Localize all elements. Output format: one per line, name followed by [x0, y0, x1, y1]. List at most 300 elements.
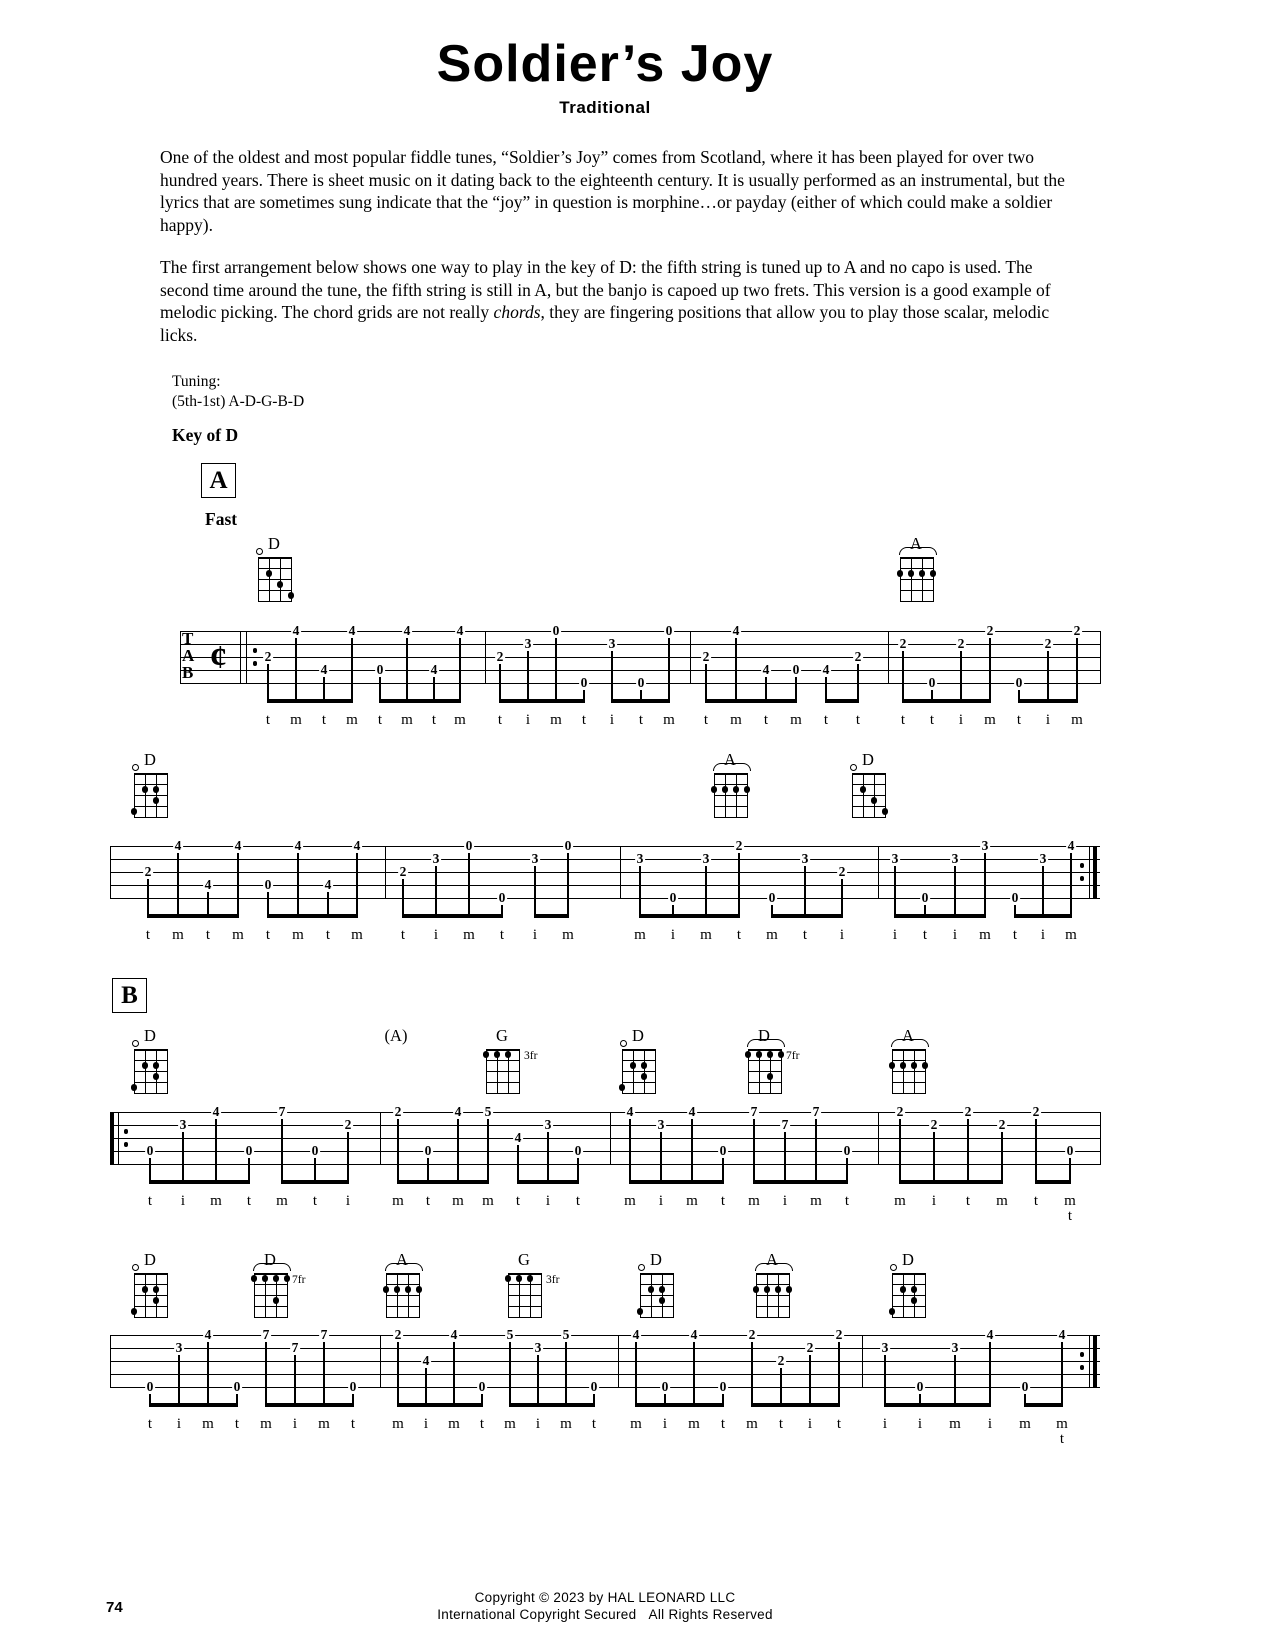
note-stem	[1001, 1131, 1002, 1184]
fingering-letter: t	[965, 1193, 971, 1209]
beam	[379, 699, 460, 703]
fingering-letter: t	[246, 1193, 252, 1209]
chord-dot	[764, 1286, 771, 1293]
tab-note: 4	[292, 623, 300, 638]
fingering-letter: m	[550, 712, 562, 728]
tab-note: 2	[496, 649, 504, 664]
chord-grid-fret-line	[852, 795, 886, 796]
chord-dot	[483, 1051, 490, 1058]
tab-note: 3	[951, 851, 959, 866]
note-stem	[660, 1131, 661, 1184]
chord-grid-fret-line	[900, 557, 934, 559]
staff-line	[110, 846, 1100, 847]
fingering-letter: m	[448, 1416, 460, 1432]
tab-note: 0	[661, 1379, 669, 1394]
para2-text-end: , they are fingering positions that allow you to play those scalar, melodic licks.	[160, 302, 1050, 345]
tab-note: 4	[174, 838, 182, 853]
chord-grid-fret-line	[258, 590, 292, 591]
tab-note: 0	[1015, 675, 1023, 690]
chord-dot	[416, 1286, 423, 1293]
fingering-letter: m	[232, 927, 244, 943]
note-stem	[248, 1157, 249, 1184]
note-stem	[547, 1131, 548, 1184]
fingering-letter: m	[482, 1193, 494, 1209]
note-stem	[640, 689, 641, 703]
chord-grid-fret-line	[254, 1295, 288, 1296]
fingering-letter: i	[952, 927, 958, 943]
tab-note: 7	[278, 1104, 286, 1119]
open-string-marker	[132, 1264, 139, 1271]
fingering-letter: t	[1012, 927, 1018, 943]
beam	[1035, 1180, 1070, 1184]
note-stem	[954, 865, 955, 918]
tab-note: 3	[179, 1117, 187, 1132]
chord-grid-fret-line	[892, 1093, 926, 1094]
note-stem	[267, 891, 268, 918]
chord-grid-fret-line	[134, 1295, 168, 1296]
section-a-letter: A	[209, 466, 228, 494]
chord-dot	[648, 1286, 655, 1293]
fingering-letter: t	[638, 712, 644, 728]
fret-position-label: 3fr	[524, 1050, 538, 1062]
tab-note: 0	[792, 662, 800, 677]
barre-arc	[385, 1263, 423, 1271]
chord-dot	[277, 581, 284, 588]
note-stem	[215, 1118, 216, 1184]
tab-note: 4	[320, 662, 328, 677]
tab-note: 0	[669, 890, 677, 905]
chord-grid-fret-line	[258, 557, 292, 559]
chord-grid-fret-line	[486, 1082, 520, 1083]
chord-grid-fret-line	[756, 1273, 790, 1275]
note-stem	[487, 1118, 488, 1184]
note-stem	[1047, 650, 1048, 703]
beam	[397, 1403, 482, 1407]
tab-note: 0	[1011, 890, 1019, 905]
chord-grid-fret-line	[508, 1306, 542, 1307]
tab-note: 3	[891, 851, 899, 866]
fingering-letter: m	[700, 927, 712, 943]
fingering-letter: m	[790, 712, 802, 728]
chord-dot	[882, 808, 889, 815]
note-stem	[294, 1354, 295, 1407]
staff-line	[180, 657, 1100, 658]
chord-name: A	[902, 1026, 914, 1045]
chord-dot	[889, 1062, 896, 1069]
fingering-letter: m	[1071, 712, 1083, 728]
chord-dot	[273, 1275, 280, 1282]
chord-grid-fret-line	[134, 1317, 168, 1318]
fingering-letter: m	[292, 927, 304, 943]
tab-note: 4	[762, 662, 770, 677]
note-stem	[705, 865, 706, 918]
staff-line	[110, 1138, 1100, 1139]
fingering-letter: i	[917, 1416, 923, 1432]
tab-note: 2	[394, 1104, 402, 1119]
tab-system	[180, 623, 1100, 751]
intro-paragraph-2	[160, 256, 1068, 346]
chord-dot	[142, 786, 149, 793]
fingering-letter: i	[658, 1193, 664, 1209]
barline	[240, 631, 241, 684]
page-subtitle: Traditional	[559, 98, 651, 117]
chord-dot	[641, 1073, 648, 1080]
fingering-letter: m	[1019, 1416, 1031, 1432]
tab-note: 3	[636, 851, 644, 866]
fingering-letter: t	[575, 1193, 581, 1209]
tab-note: 0	[349, 1379, 357, 1394]
repeat-dot	[124, 1142, 129, 1147]
staff-line	[110, 1374, 1100, 1375]
note-stem	[182, 1131, 183, 1184]
staff-line	[110, 1335, 1100, 1336]
copyright-line2: International Copyright Secured All Rights Reserved	[437, 1607, 773, 1622]
chord-name: (A)	[384, 1026, 408, 1045]
note-stem	[691, 1118, 692, 1184]
note-stem	[397, 1118, 398, 1184]
fingering-letter: i	[807, 1416, 813, 1432]
fingering-letter: m	[634, 927, 646, 943]
chord-dot	[142, 1286, 149, 1293]
fingering-letter: m	[688, 1416, 700, 1432]
tab-note: 7	[262, 1327, 270, 1342]
barline	[485, 631, 486, 684]
chord-grid-fret-line	[258, 568, 292, 569]
tab-note: 4	[454, 1104, 462, 1119]
note-stem	[795, 676, 796, 703]
note-stem	[924, 904, 925, 918]
barline	[118, 1112, 119, 1165]
barline	[878, 1112, 879, 1165]
fingering-letter: i	[892, 927, 898, 943]
tab-note: 0	[245, 1143, 253, 1158]
note-stem	[149, 1393, 150, 1407]
staff-line	[110, 885, 1100, 886]
tab-note: 4	[450, 1327, 458, 1342]
chord-dot	[405, 1286, 412, 1293]
tab-note: 3	[531, 851, 539, 866]
barline	[690, 631, 691, 684]
beam	[902, 699, 990, 703]
beam	[1024, 1403, 1062, 1407]
tab-clef-letter: B	[182, 663, 194, 682]
barline	[610, 1112, 611, 1165]
tab-note: 4	[632, 1327, 640, 1342]
barline	[620, 846, 621, 899]
tab-note: 7	[781, 1117, 789, 1132]
staff-line	[110, 1361, 1100, 1362]
tab-note: 4	[422, 1353, 430, 1368]
chord-grid-fret-line	[134, 817, 168, 818]
barline	[878, 846, 879, 899]
note-stem	[705, 663, 706, 703]
chord-grid-fret-line	[900, 590, 934, 591]
chord-grid-fret-line	[756, 1284, 790, 1285]
repeat-dot	[124, 1129, 129, 1134]
chord-grid-fret-line	[134, 795, 168, 796]
tab-system	[110, 1327, 1100, 1455]
note-stem	[327, 891, 328, 918]
note-stem	[902, 650, 903, 703]
note-stem	[178, 1354, 179, 1407]
chord-grid-fret-line	[892, 1082, 926, 1083]
chord-dot	[288, 592, 295, 599]
tab-clef-letter: T	[182, 629, 194, 648]
note-stem	[435, 865, 436, 918]
note-stem	[960, 650, 961, 703]
tab-note: 4	[348, 623, 356, 638]
tab-note: 4	[732, 623, 740, 638]
chord-grid-fret-line	[134, 784, 168, 785]
chord-name: D	[144, 1026, 156, 1045]
note-stem	[323, 676, 324, 703]
chord-dot	[153, 1286, 160, 1293]
staff-line	[180, 670, 1100, 671]
note-stem	[954, 1354, 955, 1407]
fingering-letter: i	[180, 1193, 186, 1209]
note-stem	[857, 663, 858, 703]
fingering-letter: t	[497, 712, 503, 728]
tab-note: 0	[665, 623, 673, 638]
beam	[884, 1403, 990, 1407]
section-b-box	[112, 978, 147, 1013]
fingering-letter: t	[900, 712, 906, 728]
chord-grid-fret-line	[714, 784, 748, 785]
tab-note: 3	[881, 1340, 889, 1355]
beam	[509, 1403, 594, 1407]
chord-grid-fret-line	[748, 1082, 782, 1083]
tab-note: 0	[233, 1379, 241, 1394]
fingering-letter: t	[145, 927, 151, 943]
beam	[705, 699, 796, 703]
chord-dot	[911, 1297, 918, 1304]
tab-note: 2	[144, 864, 152, 879]
chord-grid-fret-line	[258, 579, 292, 580]
tab-note: 3	[524, 636, 532, 651]
chord-grid-fret-line	[134, 1082, 168, 1083]
chord-grid-fret-line	[486, 1049, 520, 1051]
chord-name: D	[264, 1250, 276, 1269]
fingering-letter: i	[839, 927, 845, 943]
fingering-letter: t	[147, 1193, 153, 1209]
tab-note: 0	[637, 675, 645, 690]
tab-note: 2	[835, 1327, 843, 1342]
fingering-letter: m	[172, 927, 184, 943]
fingering-letter: t	[515, 1193, 521, 1209]
section-a-box	[201, 463, 236, 498]
fingering-letter: m	[401, 712, 413, 728]
chord-dot	[383, 1286, 390, 1293]
barline	[1093, 846, 1097, 899]
chord-grid-fret-line	[134, 1284, 168, 1285]
fingering-letter: i	[609, 712, 615, 728]
note-stem	[693, 1341, 694, 1407]
barline	[385, 846, 386, 899]
chord-grid-fret-line	[748, 1060, 782, 1061]
barre-arc	[713, 763, 751, 771]
chord-dot	[619, 1084, 626, 1091]
chord-dot	[131, 808, 138, 815]
note-stem	[722, 1393, 723, 1407]
tab-note: 5	[506, 1327, 514, 1342]
beam	[629, 1180, 723, 1184]
chord-dot	[756, 1051, 763, 1058]
chord-dot	[153, 1297, 160, 1304]
chord-grid-fret-line	[622, 1093, 656, 1094]
fingering-letter: m	[686, 1193, 698, 1209]
chord-grid-fret-line	[134, 1049, 168, 1051]
tab-note: 3	[544, 1117, 552, 1132]
fingering-letter: i	[782, 1193, 788, 1209]
chord-name: A	[724, 750, 736, 769]
note-stem	[567, 852, 568, 918]
fingering-letter: i	[987, 1416, 993, 1432]
chord-grid-fret-line	[640, 1295, 674, 1296]
beam	[639, 914, 739, 918]
note-stem	[1024, 1393, 1025, 1407]
tuning-label: Tuning:	[172, 373, 221, 390]
note-stem	[1042, 865, 1043, 918]
chord-dot	[659, 1286, 666, 1293]
fingering-letter: m	[1064, 1193, 1076, 1209]
beam	[635, 1403, 723, 1407]
barre-arc	[899, 547, 937, 555]
fingering-letter: m	[630, 1416, 642, 1432]
fingering-letter: t	[265, 927, 271, 943]
chord-dot	[153, 1062, 160, 1069]
staff-line	[110, 898, 1100, 899]
chord-grid-fret-line	[622, 1071, 656, 1072]
chord-dot	[273, 1297, 280, 1304]
fingering-letter: t	[778, 1416, 784, 1432]
tab-note: 2	[957, 636, 965, 651]
note-stem	[149, 1157, 150, 1184]
page-title: Soldier’s Joy	[436, 35, 774, 93]
fingering-letter: i	[662, 1416, 668, 1432]
barline	[1089, 1335, 1090, 1388]
chord-name: A	[396, 1250, 408, 1269]
note-stem	[919, 1393, 920, 1407]
chord-grid-fret-line	[386, 1306, 420, 1307]
chord-grid-fret-line	[852, 784, 886, 785]
chord-dot	[767, 1051, 774, 1058]
staff-line	[110, 1164, 1100, 1165]
fingering-letter: m	[346, 712, 358, 728]
note-stem	[402, 878, 403, 918]
chord-name: D	[268, 534, 280, 553]
tab-note: 3	[432, 851, 440, 866]
fingering-letter: t	[1067, 1208, 1073, 1224]
note-stem	[351, 637, 352, 703]
open-string-marker	[890, 1264, 897, 1271]
fingering-letter: m	[562, 927, 574, 943]
chord-dot	[744, 786, 751, 793]
tab-note: 2	[854, 649, 862, 664]
barline	[246, 631, 247, 684]
fingering-letter: t	[1059, 1431, 1065, 1447]
tab-note: 4	[234, 838, 242, 853]
note-stem	[314, 1157, 315, 1184]
fingering-letter: t	[929, 712, 935, 728]
fret-position-label: 3fr	[546, 1274, 560, 1286]
note-stem	[784, 1131, 785, 1184]
tab-system	[110, 838, 1100, 966]
chord-dot	[505, 1275, 512, 1282]
fingering-letter: t	[377, 712, 383, 728]
open-string-marker	[256, 548, 263, 555]
tab-note: 2	[399, 864, 407, 879]
beam	[753, 1180, 847, 1184]
barline	[380, 1112, 381, 1165]
repeat-dot	[1080, 863, 1085, 868]
note-stem	[751, 1341, 752, 1407]
chord-dot	[142, 1062, 149, 1069]
tab-note: 4	[353, 838, 361, 853]
chord-grid-fret-line	[134, 1093, 168, 1094]
tab-note: 3	[702, 851, 710, 866]
tab-note: 0	[376, 662, 384, 677]
tab-note: 4	[294, 838, 302, 853]
chord-dot	[527, 1275, 534, 1282]
cut-time-symbol: ¢	[210, 639, 227, 676]
barre-arc	[891, 1039, 929, 1047]
tab-note: 3	[608, 636, 616, 651]
tab-note: 4	[324, 877, 332, 892]
note-stem	[672, 904, 673, 918]
chord-grid-fret-line	[756, 1295, 790, 1296]
tab-note: 0	[424, 1143, 432, 1158]
fingering-letter: i	[931, 1193, 937, 1209]
beam	[149, 1180, 249, 1184]
note-stem	[347, 1131, 348, 1184]
chord-grid-fret-line	[892, 1071, 926, 1072]
note-stem	[884, 1354, 885, 1407]
tab-note: 3	[657, 1117, 665, 1132]
chord-grid-fret-line	[254, 1273, 288, 1275]
note-stem	[838, 1341, 839, 1407]
fingering-letter: m	[210, 1193, 222, 1209]
chord-name: D	[632, 1026, 644, 1045]
fingering-letter: t	[703, 712, 709, 728]
chord-grid-fret-line	[386, 1317, 420, 1318]
chord-grid-fret-line	[892, 1306, 926, 1307]
fingering-letter: i	[176, 1416, 182, 1432]
repeat-dot	[1080, 1365, 1085, 1370]
fingering-letter: t	[147, 1416, 153, 1432]
tab-note: 0	[146, 1143, 154, 1158]
tab-note: 2	[986, 623, 994, 638]
chord-dot	[711, 786, 718, 793]
note-stem	[771, 904, 772, 918]
chord-dot	[251, 1275, 258, 1282]
beam	[397, 1180, 488, 1184]
note-stem	[433, 676, 434, 703]
note-stem	[765, 676, 766, 703]
chord-grid-fret-line	[852, 806, 886, 807]
open-string-marker	[850, 764, 857, 771]
chord-dot	[722, 786, 729, 793]
barline	[1093, 1335, 1097, 1388]
beam	[267, 699, 352, 703]
fingering-letter: m	[454, 712, 466, 728]
note-stem	[481, 1393, 482, 1407]
note-stem	[147, 878, 148, 918]
tab-note: 5	[484, 1104, 492, 1119]
fingering-letter: m	[290, 712, 302, 728]
note-stem	[722, 1157, 723, 1184]
fingering-letter: m	[979, 927, 991, 943]
tab-note: 0	[590, 1379, 598, 1394]
